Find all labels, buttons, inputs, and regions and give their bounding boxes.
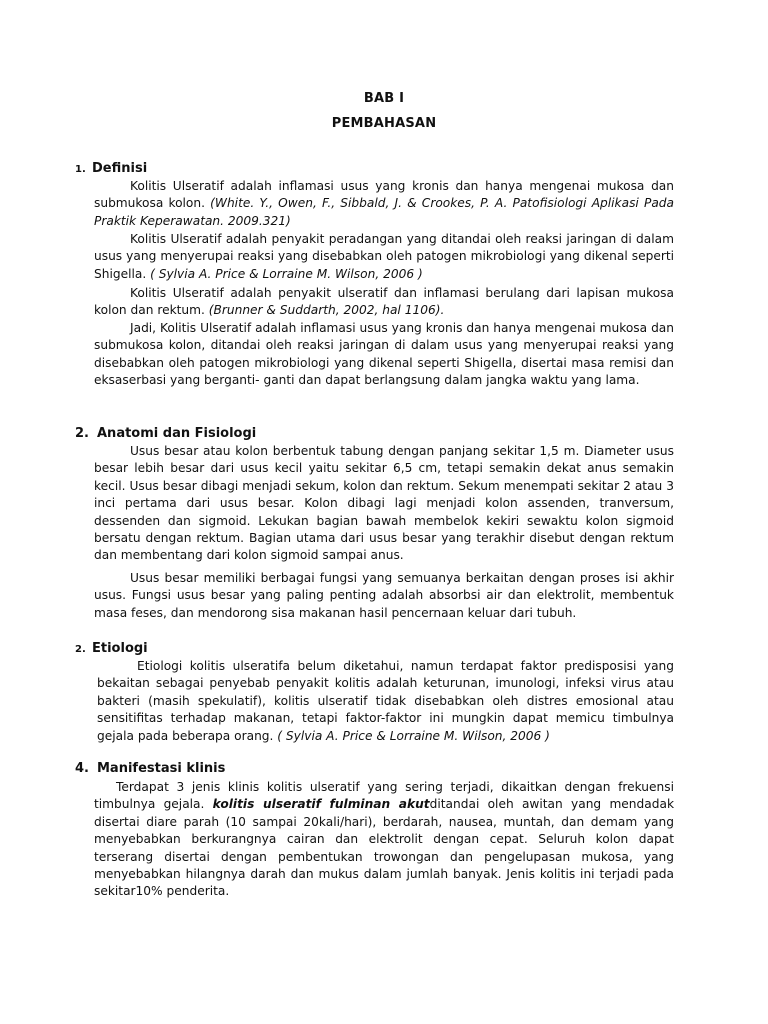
paragraph-text: Kolitis Ulseratif adalah inflamasi usus yang kronis dan hanya mengenai mukosa dan submukosa kolon. xyxy=(94,179,674,211)
chapter-heading: BAB I xyxy=(363,91,405,106)
paragraph-text: Usus besar memiliki berbagai fungsi yang semuanya berkaitan dengan proses isi akhir usus. Fungsi usus besar yang paling penting adalah absorbsi air dan elektrolit, membentuk masa feses, dan mendorong sisa makanan hasil pencernaan keluar dari tubuh. xyxy=(94,571,674,620)
section-number: 4. xyxy=(75,761,89,776)
citation: ( Sylvia A. Price & Lorraine M. Wilson, 2006 ) xyxy=(277,728,550,743)
definisi-paragraph-4 xyxy=(94,320,674,390)
definisi-paragraph-3 xyxy=(94,285,674,320)
definisi-paragraph-1 xyxy=(94,178,674,230)
paragraph-text: Kolitis Ulseratif adalah penyakit ulseratif dan inflamasi berulang dari lapisan mukosa kolon dan rektum. xyxy=(94,286,674,318)
section-title-text: Definisi xyxy=(92,161,148,176)
definisi-paragraph-2 xyxy=(94,231,674,283)
section-definisi-title xyxy=(75,161,147,176)
citation: (White. Y., Owen, F., Sibbald, J. & Crookes, P. A. Patofisiologi Aplikasi Pada Praktik Keperawatan. 2009.321) xyxy=(94,196,675,228)
citation: ( Sylvia A. Price & Lorraine M. Wilson, 2006 ) xyxy=(150,266,423,281)
manifestasi-paragraph-1 xyxy=(94,779,674,901)
anatomi-paragraph-2 xyxy=(94,570,674,622)
paragraph-text: Usus besar atau kolon berbentuk tabung dengan panjang sekitar 1,5 m. Diameter usus besar lebih besar dari usus kecil yaitu sekitar 6,5 cm, tetapi semakin dekat anus semakin kecil. Usus besar dibagi menjadi sekum, kolon dan rektum. Sekum menempati sekitar 2 atau 3 inci pertama dari usus besar. Kolon dibagi lagi menjadi kolon assenden, tranversum, dessenden dan sigmoid. Lekukan bagian bawah membelok kekiri sewaktu kolon sigmoid bersatu dengan rektum. Bagian utama dari usus besar yang terakhir disebut dengan rektum dan membentang dari kolon sigmoid sampai anus. xyxy=(94,444,674,563)
paragraph-text: Jadi, Kolitis Ulseratif adalah inflamasi usus yang kronis dan hanya mengenai mukosa dan submukosa kolon, ditandai oleh reaksi jaringan di dalam usus yang menyerupai reaksi yang disebabkan oleh patogen mikrobiologi yang dikenal seperti Shigella, disertai masa remisi dan eksaserbasi yang berganti- ganti dan dapat berlangsung dalam jangka waktu yang lama. xyxy=(94,321,674,388)
section-manifestasi-title xyxy=(75,761,225,776)
section-title-text: Anatomi dan Fisiologi xyxy=(97,426,257,441)
etiologi-paragraph-1 xyxy=(97,658,674,745)
section-number: 1. xyxy=(75,164,86,175)
section-title-text: Etiologi xyxy=(92,641,148,656)
paragraph-text: Etiologi kolitis ulseratifa belum diketahui, namun terdapat faktor predisposisi yang bekaitan sebagai penyebab penyakit kolitis adalah keturunan, imunologi, infeksi virus atau bakteri (masih spekulatif), kolitis ulseratif tidak disebabkan oleh distres emosional atau sensitifitas terhadap makanan, tetapi faktor-faktor ini mungkin dapat memicu timbulnya gejala pada beberapa orang. xyxy=(97,659,674,743)
section-number: 2. xyxy=(75,644,86,655)
citation: (Brunner & Suddarth, 2002, hal 1106). xyxy=(208,303,445,318)
anatomi-paragraph-1 xyxy=(94,443,674,565)
section-number: 2. xyxy=(75,426,89,441)
emphasis-term: kolitis ulseratif fulminan akut xyxy=(212,797,430,812)
section-etiologi-title xyxy=(75,641,148,656)
paragraph-lead: Terdapat 3 jenis klinis kolitis ulseratif yang sering terjadi, dikaitkan dengan frekuensi timbulnya gejala. xyxy=(94,780,674,812)
paragraph-text: Kolitis Ulseratif adalah penyakit peradangan yang ditandai oleh reaksi jaringan di dalam usus yang menyerupai reaksi yang disebabkan oleh patogen mikrobiologi yang dikenal seperti Shigella. xyxy=(94,232,674,281)
section-anatomi-title xyxy=(75,426,256,441)
chapter-title: PEMBAHASAN xyxy=(331,116,437,131)
paragraph-text: ditandai oleh awitan yang mendadak disertai diare parah (10 sampai 20kali/hari), berdarah, nausea, muntah, dan demam yang menyebabkan berkurangnya cairan dan elektrolit dengan cepat. Seluruh kolon dapat terserang disertai dengan pembentukan trowongan dan pengelupasan mukosa, yang menyebabkan hilangnya darah dan mukus dalam jumlah banyak. Jenis kolitis ini terjadi pada sekitar10% penderita. xyxy=(94,797,675,899)
section-title-text: Manifestasi klinis xyxy=(97,761,226,776)
